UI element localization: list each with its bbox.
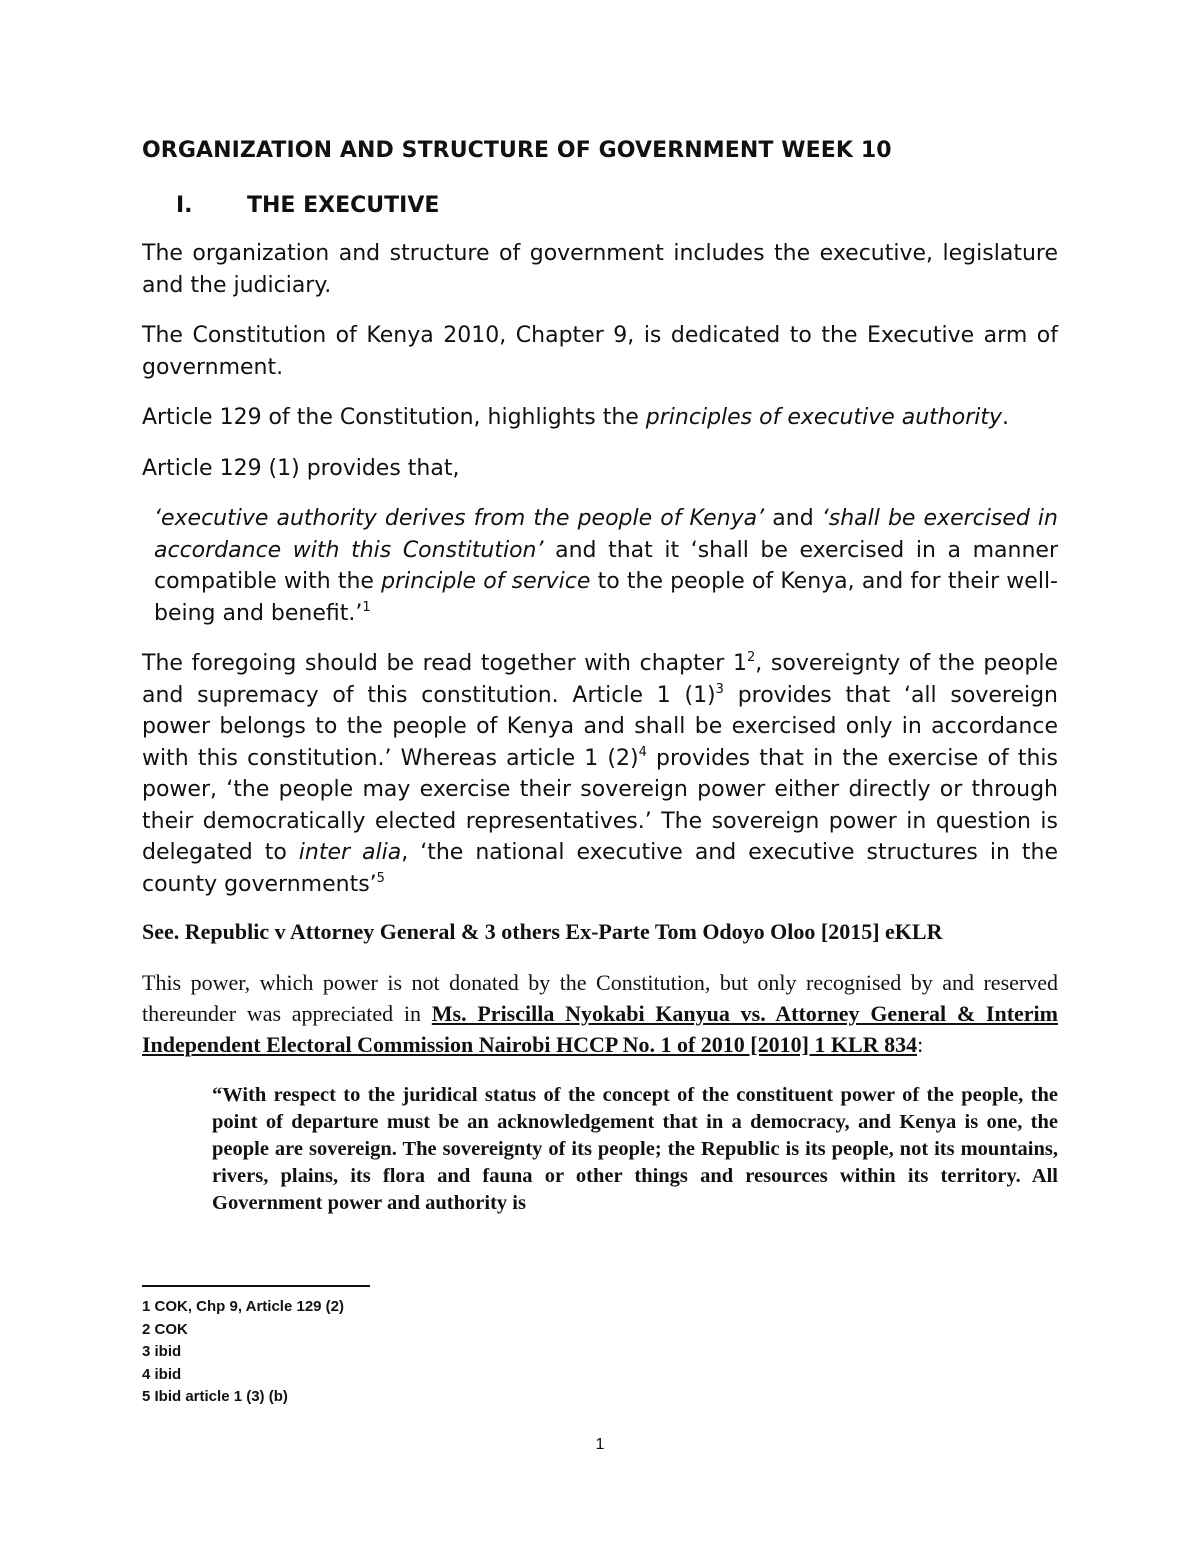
paragraph-6: The foregoing should be read together with chapter $1^2$, sovereignty of the people and supremacy of this constitution. Article 1 $(1)^3$ provides that ‘all sovereign power belongs to the people of Kenya and shall be exercised only in accordance with this constitution.’ Whereas article 1 $(2)^4$ provides that in the exercise of this power, ‘the people may exercise their sovereign power either directly or through their democratically elected representatives.’ The sovereign power in question is delegated to inter alia, ‘the national executive and executive structures in the county governments’$^5$	[142, 650, 1059, 897]
footnote-2: 2 COK	[142, 1320, 188, 1338]
footnote-ref-1[interactable]: 1	[362, 599, 371, 615]
footnote-4: 4 ibid	[142, 1365, 182, 1383]
footnote-ref-2[interactable]: 2	[746, 650, 756, 665]
footnote-3: 3 ibid	[142, 1343, 182, 1360]
footnote-5: 5 Ibid article 1 (3) (b)	[142, 1388, 288, 1405]
footnote-ref-3[interactable]: 3	[715, 681, 724, 697]
quote-executive-authority: ‘executive authority derives from the people of Kenya’	[154, 506, 765, 531]
case-reference: See. Republic v Attorney General & 3 others Ex-Parte Tom Odoyo Oloo [2015] eKLR	[142, 919, 943, 944]
document-page	[142, 138, 1058, 1217]
footnote-separator	[142, 1285, 370, 1287]
section-number: I.	[176, 193, 193, 218]
paragraph-3: Article 129 of the Constitution, highlights the principles of executive authority.	[142, 405, 1010, 430]
paragraph-7: This power, which power is not donated by the Constitution, but only recognised by and reserved thereunder was appreciated in Ms. Priscilla Nyokabi Kanyua vs. Attorney General & Interim Independent Electoral Commission Nairobi HCCP No. 1 of 2010 [2010] 1 KLR 834:	[142, 970, 1058, 1057]
footnote-ref-4[interactable]: 4	[638, 744, 647, 760]
paragraph-2: The Constitution of Kenya 2010, Chapter 9, is dedicated to the Executive arm of government.	[142, 323, 1058, 380]
document-title: ORGANIZATION AND STRUCTURE OF GOVERNMENT WEEK 10	[142, 138, 892, 163]
section-heading	[142, 193, 1058, 218]
footnotes	[142, 1296, 344, 1409]
page-number: 1	[595, 1436, 605, 1453]
paragraph-4: Article 129 (1) provides that,	[142, 455, 460, 481]
emphasis-inter-alia: inter alia	[298, 840, 402, 865]
footnote-ref-5[interactable]: 5	[376, 870, 385, 886]
footnote-1: 1 COK, Chp 9, Article 129 (2)	[142, 1298, 345, 1315]
paragraph-5: ‘executive authority derives from the people of Kenya’ and ‘shall be exercised in accordance with this Constitution’ and that it ‘shall be exercised in a manner compatible with the principle of service to the people of Kenya, and for their well-being and benefit.’$^1$	[154, 506, 1058, 626]
case-citation: Ms. Priscilla Nyokabi Kanyua vs. Attorney General & Interim Independent Electoral Commission Nairobi HCCP No. 1 of 2010 [2010] 1 KLR 834	[142, 1001, 1058, 1057]
emphasis-principles: principles of executive authority	[645, 405, 1003, 430]
quote-shall-be-exercised: ‘shall be exercised in accordance with this Constitution’	[154, 506, 1058, 563]
paragraph-1: The organization and structure of government includes the executive, legislature and the judiciary.	[142, 241, 1058, 298]
emphasis-principle-of-service: principle of service	[381, 569, 591, 594]
section-title: THE EXECUTIVE	[247, 193, 440, 218]
block-quote: “With respect to the juridical status of the concept of the constituent power of the people, the point of departure must be an acknowledgement that in a democracy, and Kenya is one, the people are sovereign. The sovereignty of its people; the Republic is its people, not its mountains, rivers, plains, its flora and fauna or other things and resources within its territory. All Government power and authority is	[212, 1084, 1058, 1214]
